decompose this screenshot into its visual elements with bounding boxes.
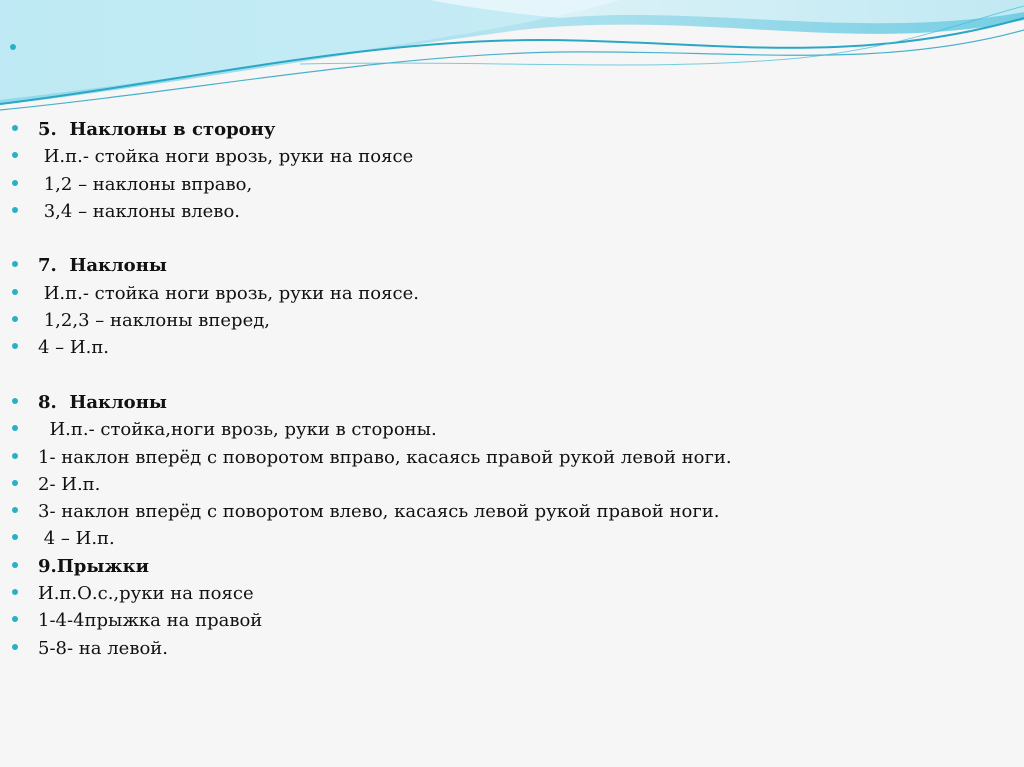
list-item xyxy=(12,198,1012,225)
list-item-text: И.п.- стойка,ноги врозь, руки в стороны. xyxy=(38,419,437,441)
list-item-text: 4 – И.п. xyxy=(38,528,115,550)
list-item xyxy=(12,553,1012,580)
decorative-wave-header xyxy=(0,0,1024,120)
bullet-dot-icon xyxy=(12,562,18,568)
list-item xyxy=(12,635,1012,662)
title-placeholder-bullet xyxy=(10,44,16,50)
list-item-text: 5. Наклоны в сторону xyxy=(38,119,276,140)
list-item-text: И.п.- стойка ноги врозь, руки на поясе xyxy=(38,146,414,168)
list-item xyxy=(12,143,1012,170)
list-item-text: 1- наклон вперёд с поворотом вправо, касаясь правой рукой левой ноги. xyxy=(38,446,732,468)
list-item-text: 1,2 – наклоны вправо, xyxy=(38,173,253,195)
list-item-text: 1-4-4прыжка на правой xyxy=(38,610,263,632)
bullet-dot-icon xyxy=(12,125,18,131)
bullet-dot-icon xyxy=(12,261,18,267)
list-item xyxy=(12,580,1012,607)
list-item xyxy=(12,607,1012,634)
list-item-text: 3,4 – наклоны влево. xyxy=(38,200,240,222)
list-item xyxy=(12,389,1012,416)
bullet-dot-icon xyxy=(12,507,18,513)
list-item-text: 3- наклон вперёд с поворотом влево, касаясь левой рукой правой ноги. xyxy=(38,501,720,523)
list-item-text: 9.Прыжки xyxy=(38,555,149,577)
bullet-dot-icon xyxy=(12,616,18,622)
list-item-text: 5-8- на левой. xyxy=(38,637,169,659)
list-item-text: 4 – И.п. xyxy=(38,337,110,359)
bullet-dot-icon xyxy=(12,425,18,431)
bullet-dot-icon xyxy=(12,644,18,650)
list-item-text: И.п.- стойка ноги врозь, руки на поясе. xyxy=(38,282,419,304)
bullet-dot-icon xyxy=(12,589,18,595)
bullet-dot-icon xyxy=(12,289,18,295)
bullet-dot-icon xyxy=(12,398,18,404)
list-item xyxy=(12,498,1012,525)
list-item xyxy=(12,171,1012,198)
bullet-dot-icon xyxy=(12,316,18,322)
list-item-text: 2- И.п. xyxy=(38,473,101,495)
list-item-text: 7. Наклоны xyxy=(38,255,167,277)
list-item xyxy=(12,280,1012,307)
bullet-dot-icon xyxy=(12,534,18,540)
list-item xyxy=(12,252,1012,279)
list-item xyxy=(12,307,1012,334)
list-item xyxy=(12,471,1012,498)
bullet-dot-icon xyxy=(12,343,18,349)
list-item-text: 8. Наклоны xyxy=(38,391,167,413)
list-item xyxy=(12,116,1012,143)
list-item xyxy=(12,416,1012,443)
bullet-dot-icon xyxy=(12,152,18,158)
list-item-text: И.п.О.с.,руки на поясе xyxy=(38,583,254,605)
list-item-text: 1,2,3 – наклоны вперед, xyxy=(38,310,271,332)
list-item xyxy=(12,525,1012,552)
bullet-dot-icon xyxy=(12,180,18,186)
list-item xyxy=(12,334,1012,361)
bullet-dot-icon xyxy=(12,207,18,213)
bullet-list xyxy=(12,116,1012,662)
list-item xyxy=(12,444,1012,471)
bullet-dot-icon xyxy=(12,480,18,486)
bullet-dot-icon xyxy=(12,453,18,459)
